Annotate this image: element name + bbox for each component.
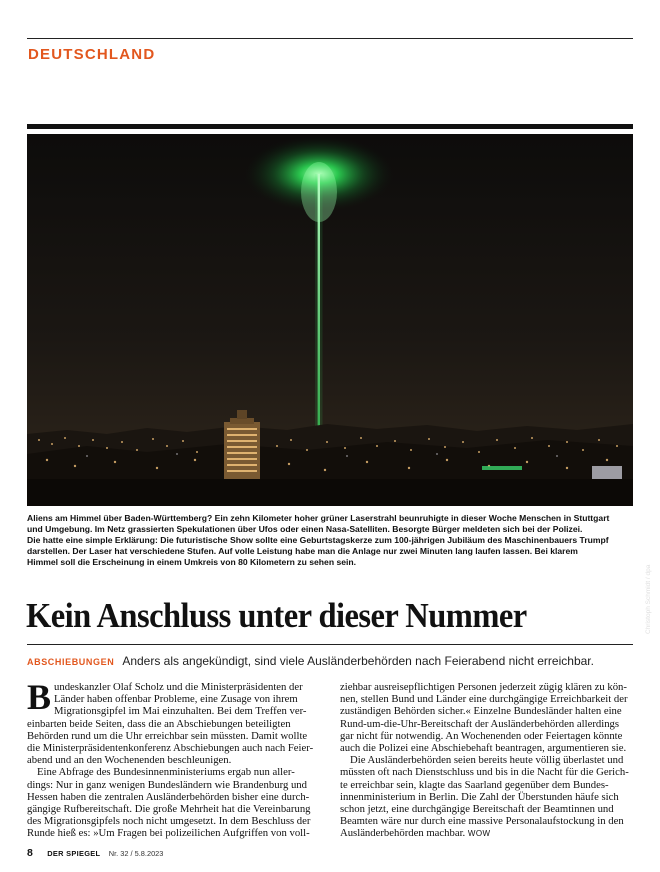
body-line: zuständigen Behörden sicher.« Einzelne Bundesländer halten eine [340, 705, 622, 718]
article-headline: Kein Anschluss unter dieser Nummer [26, 596, 527, 635]
body-line: Eine Abfrage des Bundesinnenministeriums ergab nun aller- [37, 766, 295, 779]
body-line: Länder haben offenbar Probleme, eine Zusage von ihrem [54, 693, 298, 706]
magazine-name: DER SPIEGEL [47, 849, 101, 858]
body-line: abend und an den Wochenenden beschleunigen. [27, 754, 232, 767]
caption-line: Aliens am Himmel über Baden-Württemberg? Ein zehn Kilometer hoher grüner Laserstrahl beunruhigte in dieser Woche Menschen in Stuttgart [27, 513, 610, 523]
body-line: Rund-um-die-Uhr-Bereitschaft der Ausländerbehörden allerdings [340, 717, 620, 730]
body-line: te erreichbar sein, klagte das Saarland gegenüber dem Bundes- [340, 778, 609, 791]
author-signature: WOW [467, 829, 491, 839]
body-line: gar nicht für notwendig. An Wochenenden oder Feiertagen könnte [340, 729, 623, 742]
body-line: müssten oft nach Dienstschluss und bis in die Nacht für die Gerich- [340, 766, 629, 779]
body-line: nen, stellen Bund und Länder eine durchgängige Erreichbarkeit der [340, 693, 628, 706]
body-line: dings: Nur in ganz wenigen Bundesländern wie Brandenburg und [27, 778, 307, 791]
body-line-last [340, 827, 632, 840]
photo-credit: Christoph Schmidt / dpa [645, 564, 652, 634]
body-line: auch die Polizei eine Abschiebehaft beantragen, argumentieren sie. [340, 742, 627, 755]
body-line: innenministerium in Berlin. Die Zahl der Überstunden häufe sich [340, 790, 619, 803]
photo-credit-wrap [641, 394, 655, 634]
caption-line: darstellen. Der Laser hat verschiedene Stufen. Auf volle Leistung habe man die Anlage nur zwei Minuten lang laufen lassen. Bei klarem [27, 545, 578, 556]
body-line: Migrationsgipfel im Mai einzuhalten. Bei dem Treffen ver- [54, 705, 307, 718]
body-line: undeskanzler Olaf Scholz und die Ministerpräsidenten der [54, 681, 303, 693]
body-line: des Migrationsgipfels noch nicht umgesetzt. In dem Beschluss der [27, 815, 311, 828]
body-line: die Ministerpräsidentenkonferenz Abschiebungen auch nach Feier- [27, 742, 314, 755]
dek-kicker: ABSCHIEBUNGEN [27, 657, 115, 667]
dek-text: Anders als angekündigt, sind viele Ausländerbehörden nach Feierabend nicht erreichbar. [122, 654, 594, 668]
night-sky-illustration [27, 134, 633, 506]
body-line: ziehbar ausreisepflichtigen Personen jederzeit zügig klären zu kön- [340, 681, 627, 693]
body-line: Runde hieß es: »Um Fragen bei polizeilichen Aufgriffen von voll- [27, 827, 310, 840]
page-footer [27, 843, 163, 861]
body-line-text: Ausländerbehörden machbar. [340, 827, 466, 840]
caption-line: Himmel soll die Erscheinung in einem Umkreis von 80 Kilometern zu sehen sein. [27, 556, 357, 567]
body-line: Hessen haben die zentralen Ausländerbehörden bisher eine durch- [27, 790, 310, 803]
section-title: DEUTSCHLAND [28, 46, 156, 63]
body-line: schon jetzt, eine durchgängige Bereitschaft der Beamtinnen und [340, 803, 614, 816]
body-line: gängige Rufbereitschaft. Die große Mehrheit hat die Vereinbarung [27, 803, 311, 816]
caption-line: und Umgebung. Im Netz grassierten Spekulationen über Ufos oder einen Nasa-Satelliten. Besorgte Bürger meldeten sich bei der Polizei. [27, 523, 583, 534]
body-line: einbarten beide Seiten, dass die an Abschiebungen beteiligten [27, 717, 291, 730]
dropcap: B [27, 677, 52, 717]
body-line: Behörden rund um die Uhr erreichbar sein müssten. Damit wollte [27, 729, 308, 742]
article-dek [27, 652, 594, 670]
caption-line: Die hatte eine simple Erklärung: Die futuristische Show sollte eine Geburtstagskerze zum 100-jährigen Jubiläum des Maschinenbauers Trumpf [27, 534, 609, 545]
headline-rule [27, 644, 633, 645]
photo-caption [27, 513, 633, 568]
article-column-2 [340, 681, 632, 841]
body-line: Die Ausländerbehörden seien bereits heute völlig überlastet und [350, 754, 624, 767]
article-column-1 [27, 677, 319, 840]
issue-info: Nr. 32 / 5.8.2023 [108, 849, 164, 858]
page-number: 8 [27, 847, 33, 859]
photo-bar [27, 124, 633, 129]
body-line: Beamten wäre nur durch eine massive Personalaufstockung in den [340, 815, 624, 828]
top-rule [27, 38, 633, 39]
